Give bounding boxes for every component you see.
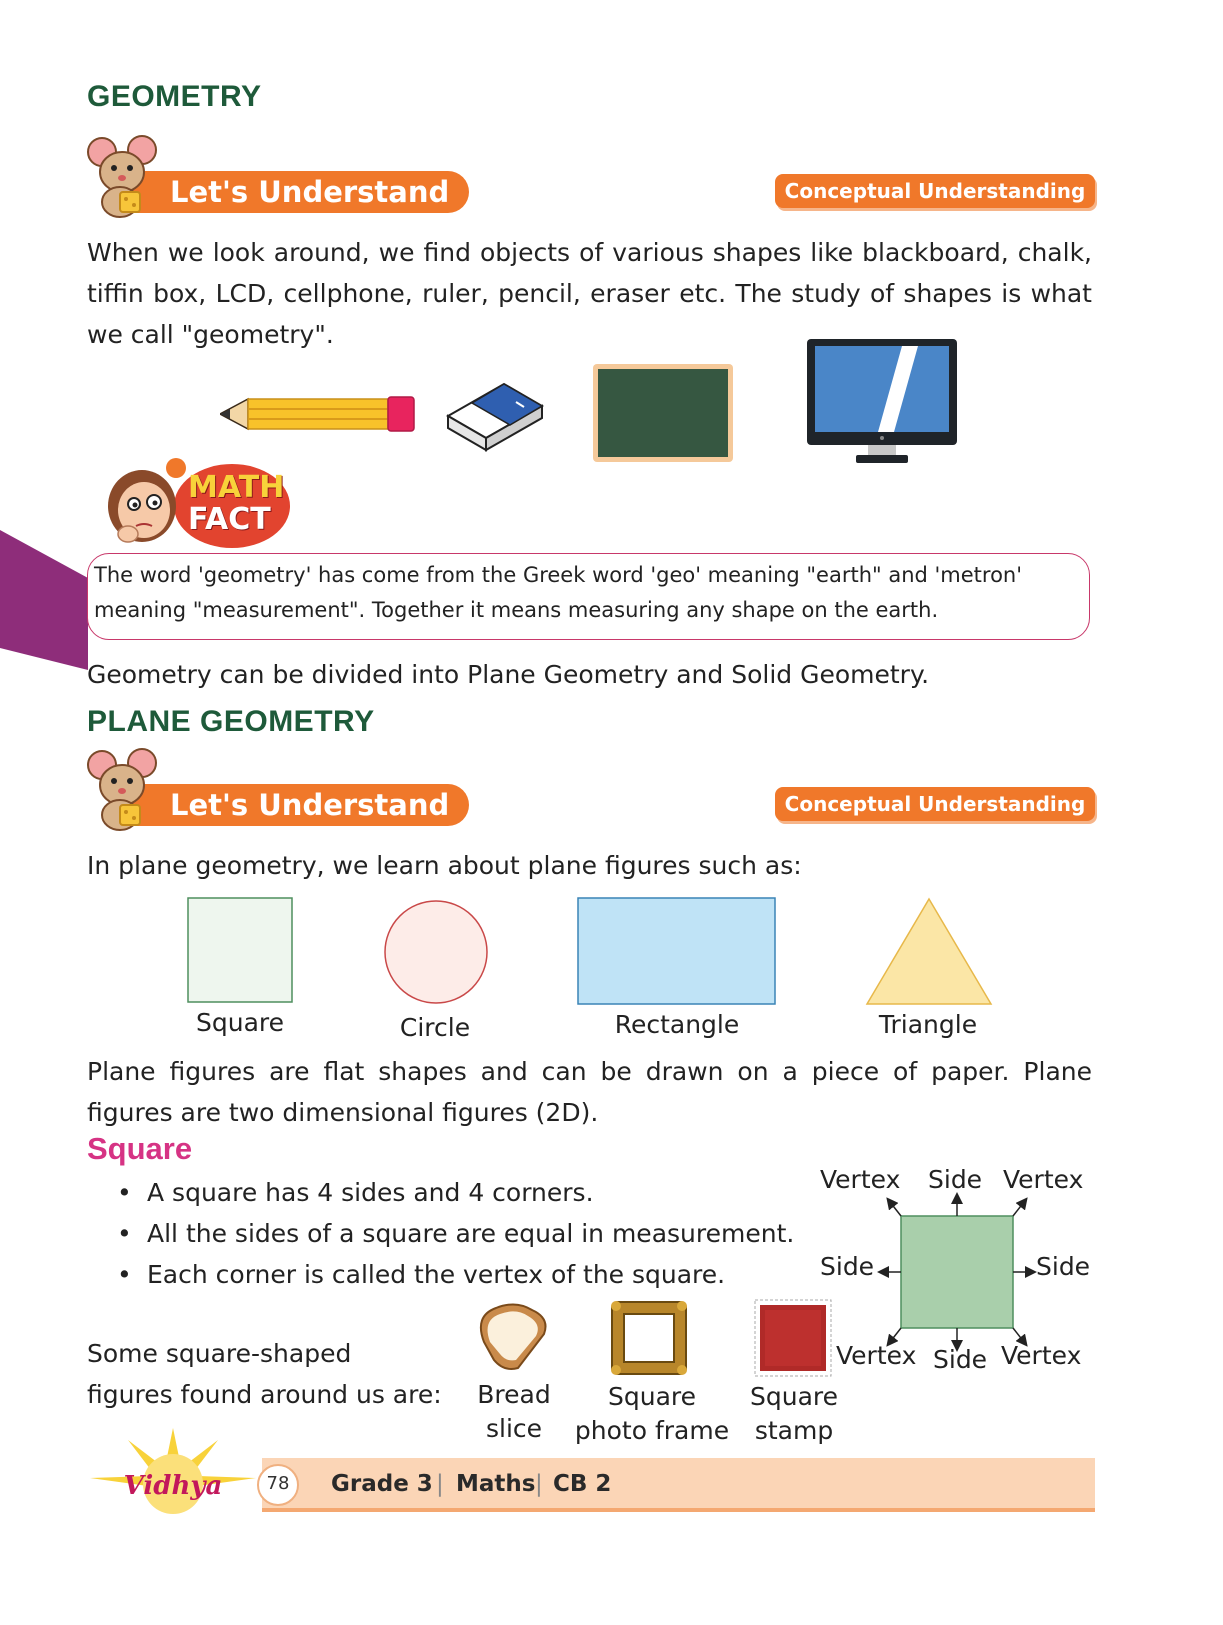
- diagram-label-side-top: Side: [928, 1165, 983, 1194]
- triangle-shape: [865, 897, 993, 1007]
- example-bread-line-2: slice: [485, 1414, 543, 1443]
- square-properties-list: [115, 1172, 835, 1295]
- example-frame-line-2: photo frame: [574, 1416, 730, 1445]
- shape-label-circle: Circle: [399, 1013, 471, 1042]
- eraser-icon: [442, 376, 548, 454]
- diagram-label-side-right: Side: [1036, 1252, 1091, 1281]
- blackboard-icon: [592, 363, 734, 463]
- mouse-mascot-icon-2: [86, 747, 164, 831]
- example-label-bread: [460, 1378, 568, 1446]
- lets-understand-badge: Let's Understand: [120, 171, 469, 213]
- square-shape: [187, 897, 295, 1005]
- conceptual-understanding-badge-2: Conceptual Understanding: [775, 787, 1095, 821]
- diagram-label-vertex-top-right: Vertex: [1003, 1165, 1084, 1194]
- side-tab-decoration: [0, 530, 90, 675]
- shape-label-rectangle: Rectangle: [614, 1010, 740, 1039]
- lcd-monitor-icon: [806, 338, 958, 466]
- math-fact-line-1: MATH: [188, 470, 285, 505]
- footer-grade: Grade 3: [331, 1471, 433, 1497]
- pencil-icon: [220, 393, 416, 435]
- vidhya-logo-icon: [88, 1426, 258, 1522]
- shape-label-square: Square: [195, 1008, 284, 1037]
- circle-shape: [383, 899, 489, 1005]
- example-label-photo-frame: [562, 1380, 742, 1448]
- square-examples-intro: [87, 1333, 477, 1415]
- square-vertex-diagram: [870, 1188, 1040, 1358]
- math-fact-box: The word 'geometry' has come from the Greek word 'geo' meaning "earth" and 'metron' meaning "measurement". Together it means measuring any shape on the earth.: [87, 553, 1090, 640]
- footer-book: CB 2: [553, 1471, 612, 1497]
- footer-subject: Maths: [456, 1471, 536, 1497]
- vidhya-logo-text: Vidhya: [123, 1471, 223, 1501]
- example-bread-line-1: Bread: [477, 1380, 551, 1409]
- plane-figures-description: Plane figures are flat shapes and can be drawn on a piece of paper. Plane figures are two dimensional figures (2D).: [87, 1057, 1092, 1127]
- example-stamp-line-2: stamp: [754, 1416, 834, 1445]
- lets-understand-badge-2: Let's Understand: [120, 784, 469, 826]
- conceptual-understanding-badge: Conceptual Understanding: [775, 174, 1095, 208]
- square-section-title: Square: [87, 1131, 193, 1166]
- footer-separator-1: |: [436, 1471, 444, 1497]
- list-item: • A square has 4 sides and 4 corners.: [115, 1172, 835, 1213]
- examples-intro-line-2: figures found around us are:: [87, 1380, 442, 1409]
- math-fact-line-2: FACT: [188, 502, 271, 537]
- footer-separator-2: |: [535, 1471, 543, 1497]
- diagram-label-vertex-top-left: Vertex: [820, 1165, 901, 1194]
- shape-label-triangle: Triangle: [878, 1010, 978, 1039]
- plane-geometry-intro: In plane geometry, we learn about plane figures such as:: [87, 851, 802, 880]
- section-title-geometry: GEOMETRY: [87, 80, 262, 113]
- list-item: • Each corner is called the vertex of the square.: [115, 1254, 835, 1295]
- example-label-stamp: [735, 1380, 853, 1448]
- examples-intro-line-1: Some square-shaped: [87, 1339, 352, 1368]
- rectangle-shape: [577, 897, 777, 1007]
- photo-frame-icon: [608, 1298, 690, 1378]
- diagram-label-side-bottom: Side: [933, 1345, 988, 1374]
- example-frame-line-1: Square: [607, 1382, 696, 1411]
- diagram-label-side-left: Side: [820, 1252, 875, 1281]
- mouse-mascot-icon: [86, 134, 164, 218]
- page-number: 78: [266, 1473, 290, 1494]
- bread-slice-icon: [470, 1298, 560, 1374]
- geometry-division-text: Geometry can be divided into Plane Geometry and Solid Geometry.: [87, 660, 930, 689]
- diagram-label-vertex-bottom-left: Vertex: [836, 1341, 917, 1370]
- diagram-label-vertex-bottom-right: Vertex: [1001, 1341, 1082, 1370]
- list-item: • All the sides of a square are equal in measurement.: [115, 1213, 835, 1254]
- intro-paragraph: When we look around, we find objects of various shapes like blackboard, chalk, tiffin box, LCD, cellphone, ruler, pencil, eraser etc. The study of shapes is what we call "geometry".: [87, 238, 1092, 349]
- math-fact-label: [188, 472, 284, 536]
- section-title-plane-geometry: PLANE GEOMETRY: [87, 705, 375, 738]
- square-stamp-icon: [753, 1298, 833, 1378]
- example-stamp-line-1: Square: [749, 1382, 838, 1411]
